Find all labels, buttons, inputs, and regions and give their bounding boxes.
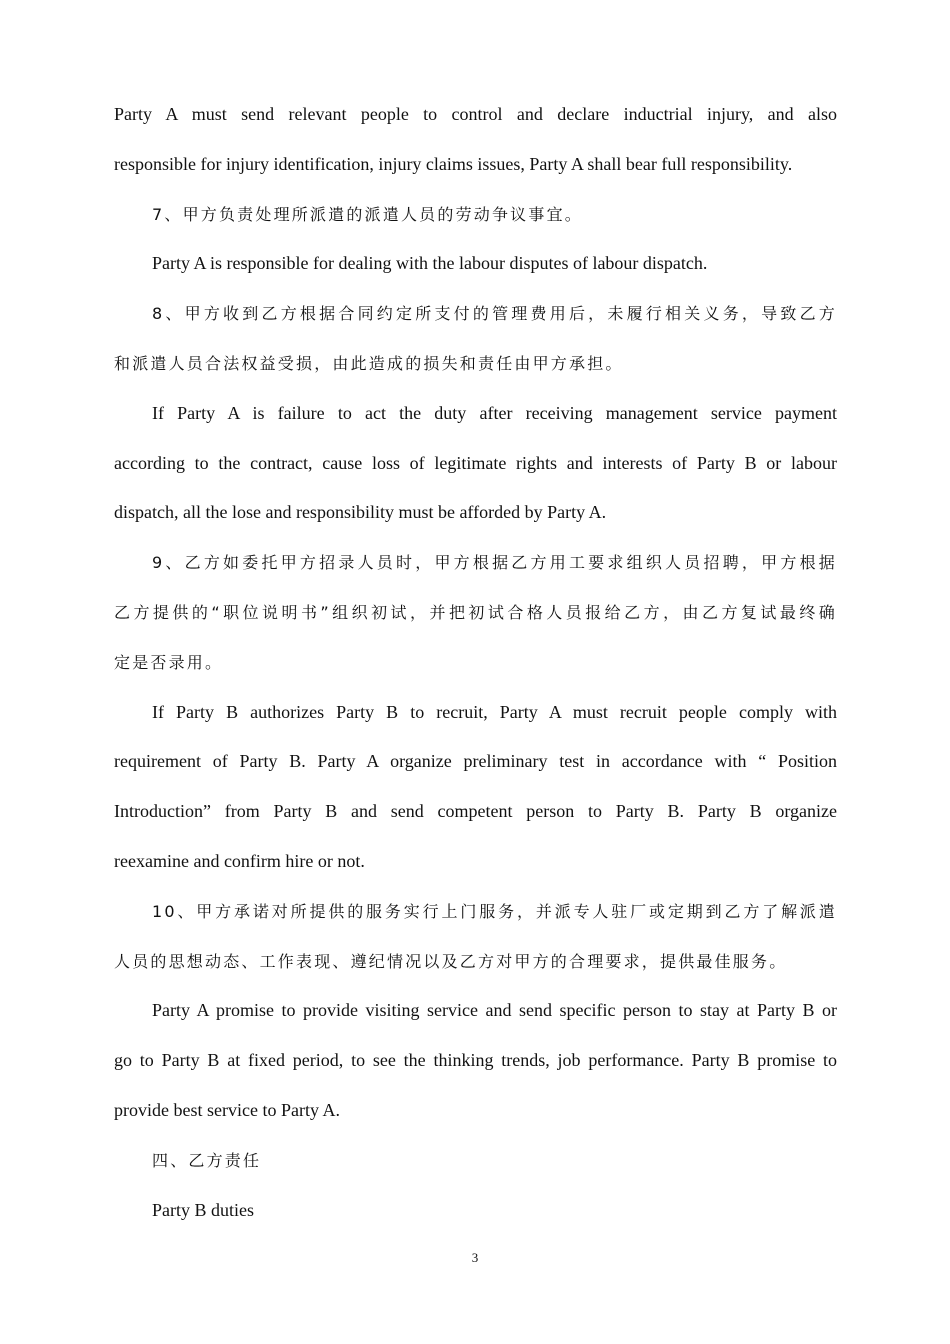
text-line: 人员的思想动态、工作表现、遵纪情况以及乙方对甲方的合理要求，提供最佳服务。: [114, 951, 788, 971]
clause-10-zh: 10、甲方承诺对所提供的服务实行上门服务，并派专人驻厂或定期到乙方了解派遣: [152, 901, 837, 921]
document-body: [114, 90, 837, 1235]
clause-8-en: If Party A is failure to act the duty after receiving management service payment: [152, 402, 837, 423]
section-heading-zh: 四、乙方责任: [152, 1150, 262, 1170]
clause-9-zh: 9、乙方如委托甲方招录人员时，甲方根据乙方用工要求组织人员招聘，甲方根据: [152, 553, 837, 573]
clause-9-en: If Party B authorizes Party B to recruit, Party A must recruit people comply with: [152, 701, 837, 722]
clause-10-en: Party A promise to provide visiting service and send specific person to stay at Party B or: [152, 1000, 837, 1021]
text-line: dispatch, all the lose and responsibility must be afforded by Party A.: [114, 502, 607, 523]
page-number: 3: [471, 1250, 479, 1265]
text-line: 和派遣人员合法权益受损，由此造成的损失和责任由甲方承担。: [114, 353, 624, 373]
text-line: requirement of Party B. Party A organize preliminary test in accordance with “ Position: [114, 751, 837, 772]
text-line: according to the contract, cause loss of legitimate rights and interests of Party B or labour: [114, 452, 837, 473]
section-heading-en: Party B duties: [152, 1199, 254, 1220]
text-line: 定是否录用。: [114, 652, 224, 672]
text-line: Party A must send relevant people to control and declare inductrial injury, and also: [114, 104, 837, 124]
clause-7-zh: 7、甲方负责处理所派遣的派遣人员的劳动争议事宜。: [152, 204, 583, 224]
clause-7-en: Party A is responsible for dealing with the labour disputes of labour dispatch.: [152, 253, 708, 274]
text-line: responsible for injury identification, injury claims issues, Party A shall bear full responsibility.: [114, 153, 793, 174]
text-line: go to Party B at fixed period, to see the thinking trends, job performance. Party B promise to: [114, 1050, 837, 1071]
text-line: Introduction” from Party B and send competent person to Party B. Party B organize: [114, 801, 837, 822]
text-line: provide best service to Party A.: [114, 1099, 340, 1120]
text-line: reexamine and confirm hire or not.: [114, 850, 365, 871]
text-line: 乙方提供的“职位说明书”组织初试，并把初试合格人员报给乙方，由乙方复试最终确: [114, 602, 837, 622]
clause-8-zh: 8、甲方收到乙方根据合同约定所支付的管理费用后，未履行相关义务，导致乙方: [152, 304, 837, 324]
